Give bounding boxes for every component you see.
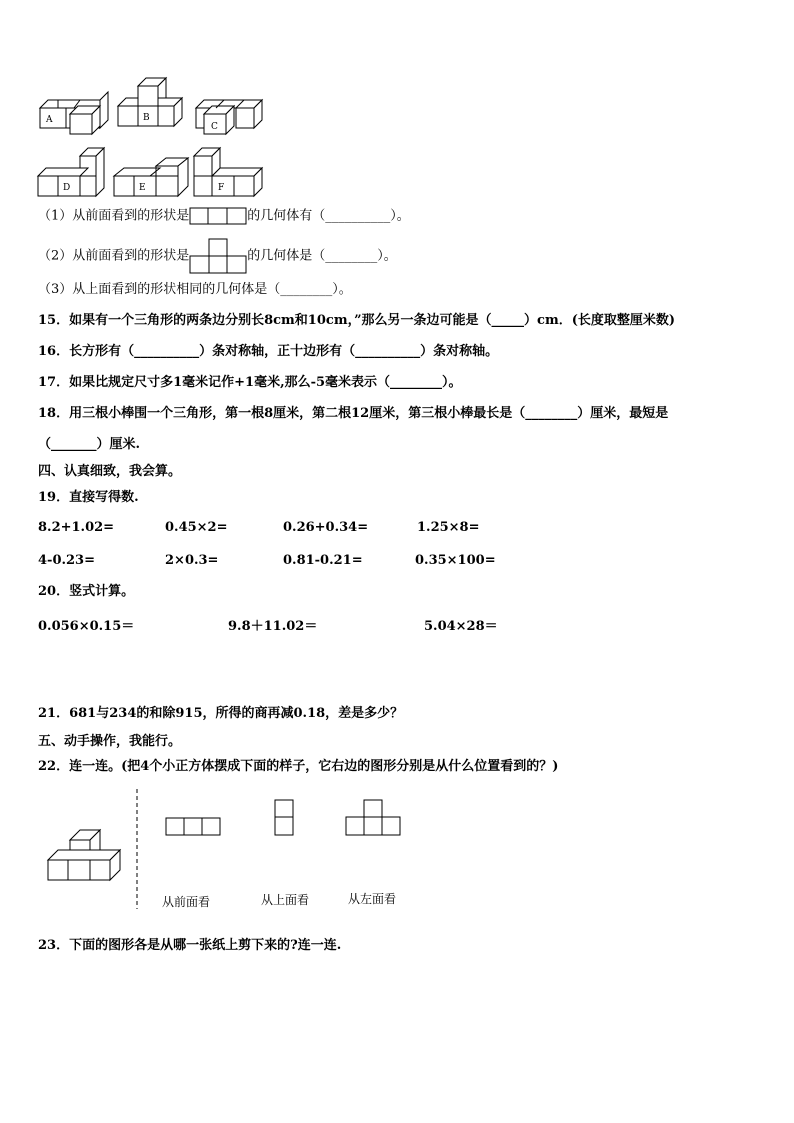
q14-2 [38,238,397,274]
q15-end: ）cm．(长度取整厘米数) [524,313,676,328]
q23: 23．下面的图形各是从哪一张纸上剪下来的?连一连. [38,938,342,953]
q20-item-2: 9.8＋11.02＝ [228,619,318,634]
q14-1-end: ）。 [390,208,410,224]
q14-1 [38,207,410,225]
q19-r1-c1: 8.2+1.02= [38,520,115,535]
q15-text: 15．如果有一个三角形的两条边分别长8cm和10cm，”那么另一条边可能是（ [38,313,492,328]
q15 [38,313,675,329]
q19-r1-c2: 0.45×2= [165,520,228,535]
q19-r2-c2: 2×0.3= [165,553,219,568]
q22-title: 22．连一连。(把4个小正方体摆成下面的样子，它右边的图形分别是从什么位置看到的？) [38,759,559,774]
q14-1-post: 的几何体有（ [247,208,326,224]
figure-e [114,158,188,196]
q14-3-blank[interactable]: ________ [280,282,333,297]
q14-2-post: 的几何体是（ [247,248,326,264]
t-shape-icon [189,238,247,274]
q14-2-end: ）。 [377,248,397,264]
q22-view-label-front: 从前面看 [162,895,211,909]
q18-line1: 18．用三根小棒围一个三角形，第一根8厘米，第二根12厘米，第三根小棒最长是（________）厘米，最短是 [38,406,669,421]
q21: 21．681与234的和除915，所得的商再减0.18，差是多少？ [38,706,404,721]
q22-solid-figure [48,830,120,880]
figure-label-c: C [211,122,218,132]
q19-title: 19．直接写得数. [38,490,139,505]
q20-item-1: 0.056×0.15＝ [38,619,135,634]
q19-r2-c4: 0.35×100= [415,553,496,568]
section4-title: 四、认真细致，我会算。 [38,464,182,479]
q22-figures [0,785,794,915]
q22-view-t-shape [346,800,400,835]
figure-f [194,148,262,196]
section5-title: 五、动手操作，我能行。 [38,734,182,749]
q19-r1-c4: 1.25×8= [417,520,480,535]
q20-title: 20．竖式计算。 [38,584,135,599]
q19-r2-c3: 0.81-0.21= [283,553,363,568]
three-squares-row-icon [189,207,247,225]
q22-view-label-left: 从左面看 [348,892,397,906]
figure-label-d: D [63,183,71,193]
q16: 16．长方形有（__________）条对称轴，正十边形有（__________）条对称轴。 [38,344,499,359]
figure-d [38,148,104,196]
figure-label-f: F [218,183,225,193]
q14-2-blank[interactable]: ________ [325,248,378,264]
figure-a [40,92,108,134]
q14-2-pre: （2）从前面看到的形状是 [38,248,190,264]
q14-1-blank[interactable]: __________ [325,208,391,224]
figure-label-e: E [139,183,146,193]
q22-view-three-squares [166,818,220,835]
q14-3-text: （3）从上面看到的形状相同的几何体是（ [38,282,281,297]
q22-view-label-top: 从上面看 [261,893,310,907]
cube-figures [0,0,794,200]
q17: 17．如果比规定尺寸多1毫米记作+1毫米,那么-5毫米表示（________）。 [38,375,462,390]
q15-blank[interactable]: _____ [491,313,525,328]
figure-label-a: A [46,115,53,125]
figure-b [118,78,182,126]
q14-1-pre: （1）从前面看到的形状是 [38,208,190,224]
q20-item-3: 5.04×28＝ [424,619,498,634]
q19-r2-c1: 4-0.23= [38,553,95,568]
figure-label-b: B [143,113,150,123]
figure-c [196,100,262,134]
q18-line2: （_______）厘米. [38,437,141,452]
q19-r1-c3: 0.26+0.34= [283,520,369,535]
q14-3-end: ）。 [332,282,352,297]
q22-view-two-stacked [275,800,293,835]
q14-3 [38,282,352,298]
